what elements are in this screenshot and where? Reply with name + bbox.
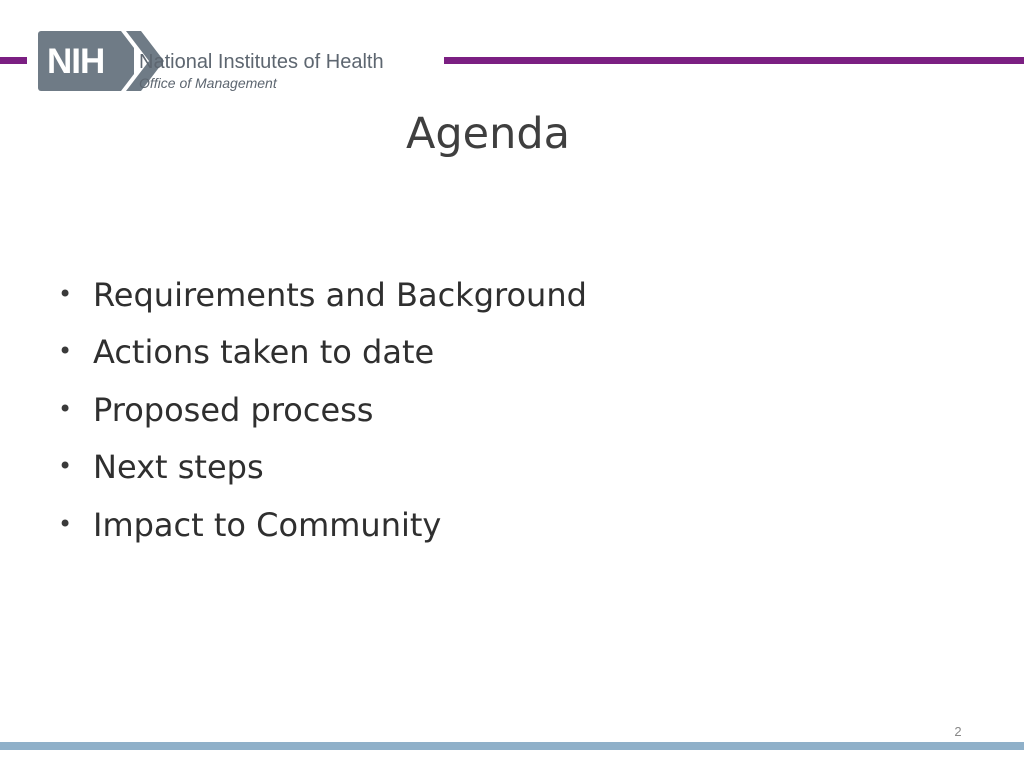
bullet-icon: • — [58, 337, 73, 366]
nih-logo — [38, 31, 438, 93]
organization-name: National Institutes of Health — [139, 51, 384, 73]
agenda-item-text: Next steps — [93, 448, 264, 487]
bullet-icon: • — [58, 509, 73, 538]
bullet-icon: • — [58, 279, 73, 308]
agenda-item — [58, 324, 587, 382]
footer-bar — [0, 742, 1024, 750]
agenda-item-text: Impact to Community — [93, 505, 442, 544]
header-rule-left — [0, 57, 27, 64]
header-rule-right — [444, 57, 1024, 64]
agenda-item — [58, 266, 587, 324]
agenda-item-text: Proposed process — [93, 390, 374, 429]
page-title: Agenda — [405, 109, 571, 159]
agenda-item — [58, 496, 587, 554]
bullet-icon: • — [58, 394, 73, 423]
agenda-item — [58, 381, 587, 439]
page-number: 2 — [954, 724, 962, 739]
agenda-item — [58, 439, 587, 497]
office-name: Office of Management — [139, 75, 277, 91]
nih-acronym: NIH — [47, 42, 105, 81]
bullet-icon: • — [58, 452, 73, 481]
agenda-list — [58, 266, 587, 554]
agenda-item-text: Requirements and Background — [93, 275, 587, 314]
agenda-item-text: Actions taken to date — [93, 333, 435, 372]
nih-logo-mark — [38, 31, 134, 91]
